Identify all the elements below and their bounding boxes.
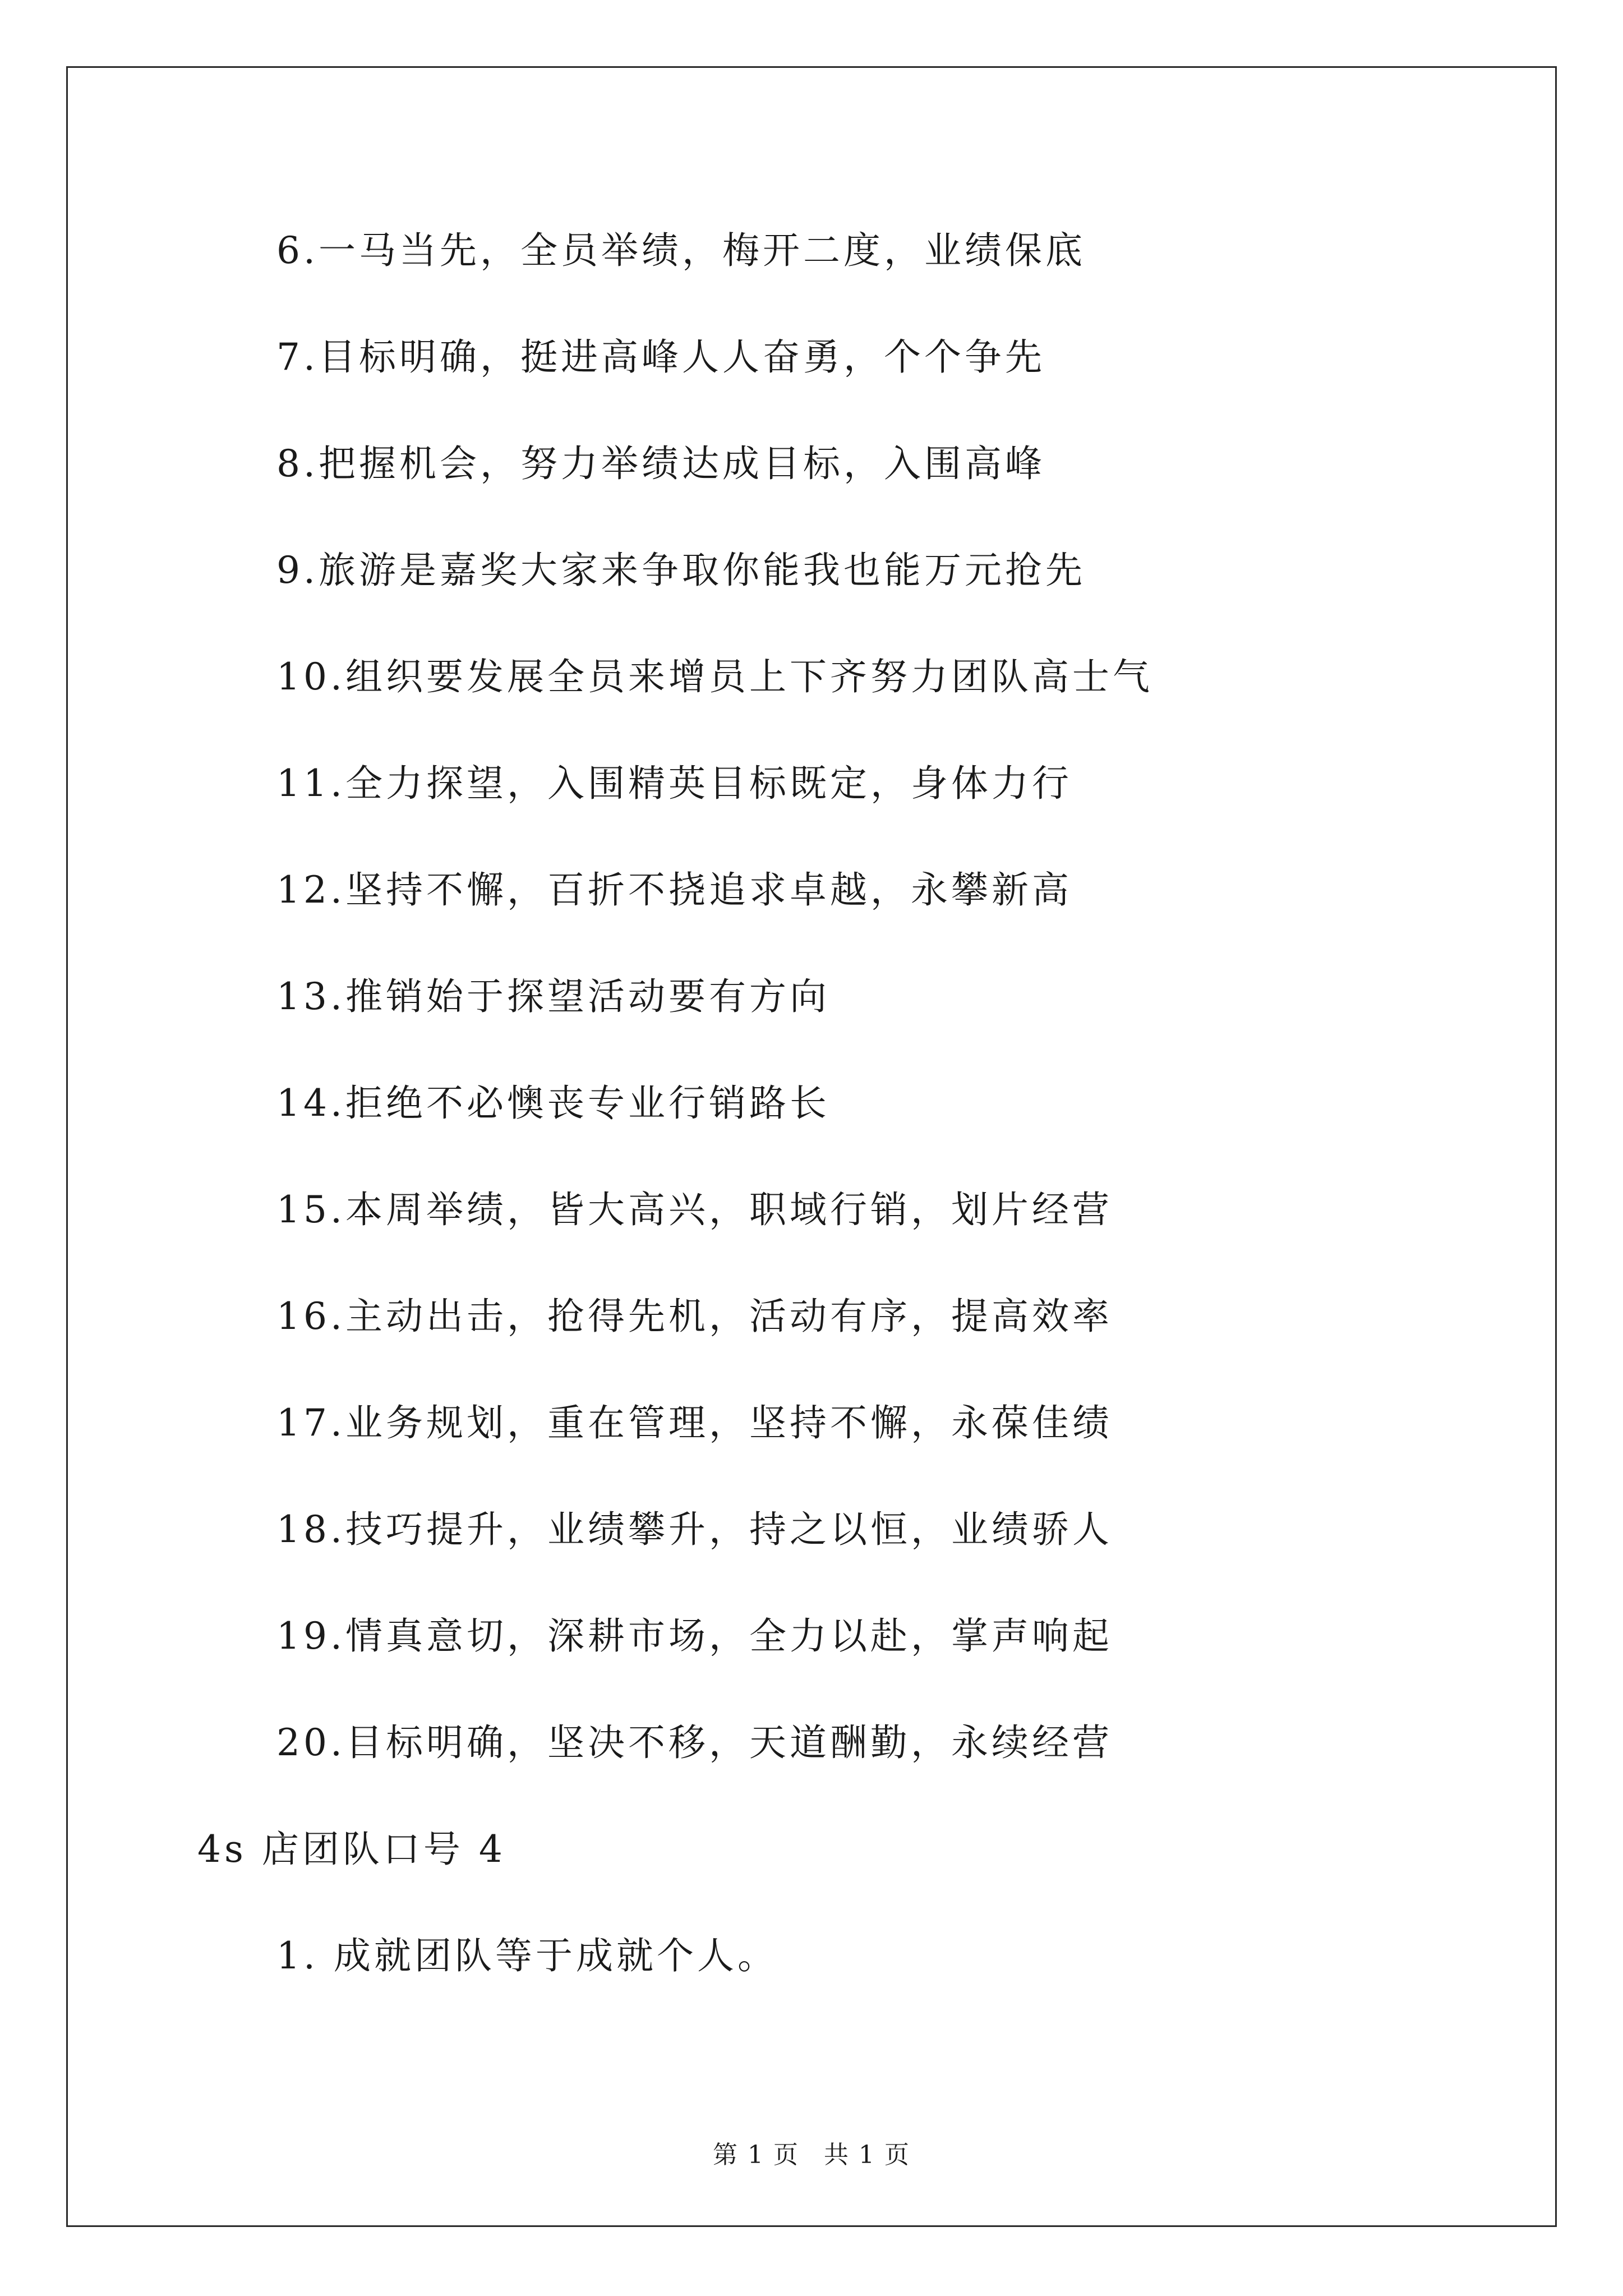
page-border xyxy=(66,66,1557,2227)
slogan-line-17: 17.业务规划，重在管理，坚持不懈，永葆佳绩 xyxy=(276,1401,1113,1444)
slogan-line-12: 12.坚持不懈，百折不挠追求卓越，永攀新高 xyxy=(276,868,1072,912)
slogan-line-14: 14.拒绝不必懊丧专业行销路长 xyxy=(276,1082,830,1125)
page-number-total: 共 1 页 xyxy=(824,2141,910,2169)
slogan-line-18: 18.技巧提升，业绩攀升，持之以恒，业绩骄人 xyxy=(276,1508,1113,1551)
slogan-line-8: 8.把握机会，努力举绩达成目标，入围高峰 xyxy=(276,442,1045,485)
list-item-1: 1. 成就团队等于成就个人。 xyxy=(276,1934,778,1977)
slogan-line-9: 9.旅游是嘉奖大家来争取你能我也能万元抢先 xyxy=(276,549,1086,592)
slogan-line-11: 11.全力探望，入围精英目标既定，身体力行 xyxy=(276,762,1072,805)
slogan-line-19: 19.情真意切，深耕市场，全力以赴，掌声响起 xyxy=(276,1614,1113,1658)
slogan-line-15: 15.本周举绩，皆大高兴，职域行销，划片经营 xyxy=(276,1188,1113,1231)
slogan-line-16: 16.主动出击，抢得先机，活动有序，提高效率 xyxy=(276,1295,1113,1338)
section-heading: 4s 店团队口号 4 xyxy=(197,1828,506,1871)
slogan-line-6: 6.一马当先，全员举绩，梅开二度，业绩保底 xyxy=(276,229,1086,272)
slogan-line-20: 20.目标明确，坚决不移，天道酬勤，永续经营 xyxy=(276,1721,1113,1764)
slogan-line-10: 10.组织要发展全员来增员上下齐努力团队高士气 xyxy=(276,655,1153,698)
page-footer xyxy=(0,2134,1623,2170)
slogan-line-7: 7.目标明确，挺进高峰人人奋勇，个个争先 xyxy=(276,335,1045,379)
slogan-line-13: 13.推销始于探望活动要有方向 xyxy=(276,975,830,1018)
page-number-current: 第 1 页 xyxy=(713,2141,799,2169)
